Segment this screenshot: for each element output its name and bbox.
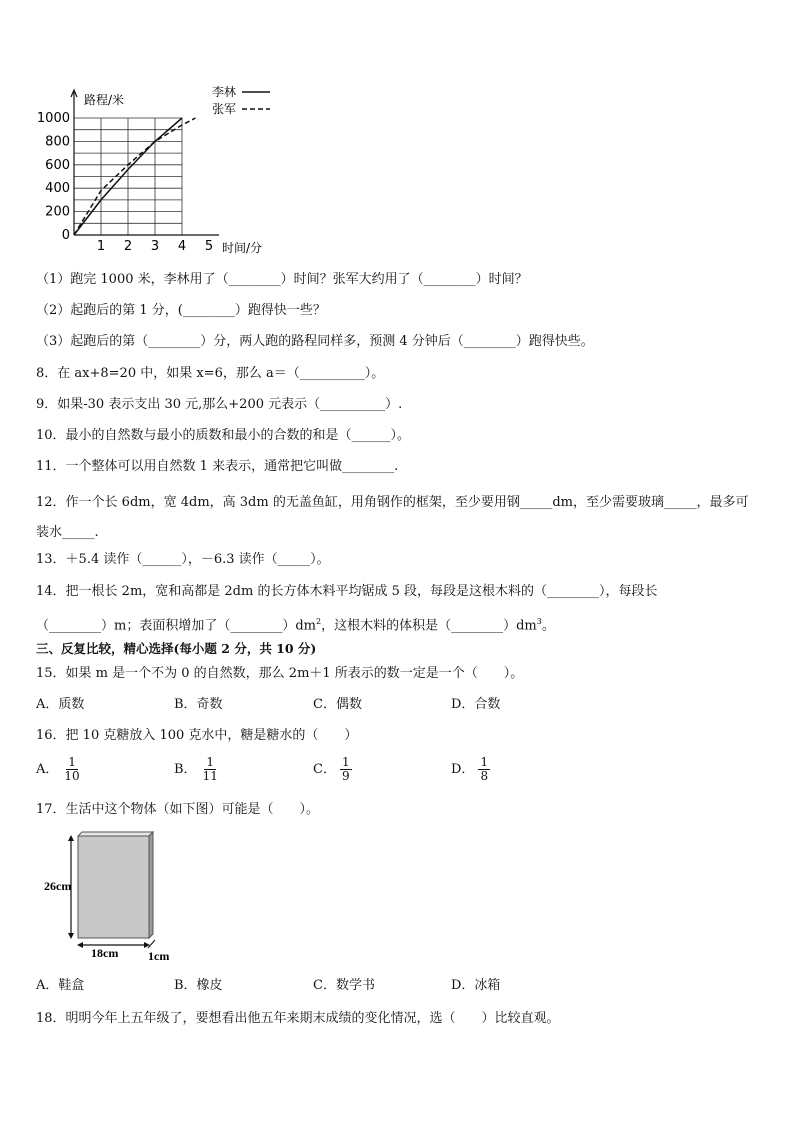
question-14-line-2	[36, 613, 555, 635]
legend-label: 张军	[212, 102, 237, 116]
y-tick-label: 200	[45, 204, 70, 220]
q16-option-a[interactable]	[36, 756, 82, 783]
question-14-line-1: 14．把一根长 2m，宽和高都是 2dm 的长方体木料平均锯成 5 段，每段是这根木料的（________），每段长	[36, 584, 658, 599]
depth-dimension-arrow	[148, 940, 155, 948]
question-7-part-2: （2）起跑后的第 1 分，(________）跑得快一些？	[36, 303, 326, 318]
q15-option-c[interactable]: C．偶数	[313, 697, 362, 712]
numerator: 1	[341, 755, 350, 769]
q14-text-b: ，这根木料的体积是（________）dm	[321, 618, 537, 634]
box-top-face	[78, 832, 153, 836]
q17-option-d[interactable]: D．冰箱	[451, 978, 501, 993]
chart-y-axis-label: 路程/米	[84, 93, 125, 107]
chart-legend	[212, 84, 270, 116]
width-label: 18cm	[91, 946, 119, 960]
y-tick-label: 600	[45, 157, 70, 173]
chart-x-axis-label: 时间/分	[222, 241, 263, 255]
denominator: 10	[64, 769, 80, 783]
q14-text-c: 。	[541, 618, 555, 634]
x-tick-label: 3	[150, 239, 160, 254]
y-tick-label: 0	[61, 228, 70, 243]
question-18: 18．明明今年上五年级了，要想看出他五年来期末成绩的变化情况，选（ ）比较直观。	[36, 1011, 560, 1026]
q17-option-a[interactable]: A．鞋盒	[36, 978, 85, 993]
section-3-heading: 三、反复比较，精心选择(每小题 2 分，共 10 分)	[36, 641, 317, 656]
fraction	[478, 756, 490, 783]
question-12: 12．作一个长 6dm，宽 4dm，高 3dm 的无盖鱼缸，用角钢作的框架，至少要用钢_____dm，至少需要玻璃_____，最多可装水_____.	[36, 495, 749, 540]
fraction	[340, 756, 352, 783]
depth-label: 1cm	[148, 949, 170, 963]
q15-option-a[interactable]: A．质数	[36, 697, 85, 712]
x-tick-label: 2	[123, 239, 133, 254]
numerator: 1	[480, 755, 489, 769]
question-10: 10．最小的自然数与最小的质数和最小的合数的和是（______）。	[36, 428, 411, 443]
q16-option-c[interactable]	[313, 756, 352, 783]
question-13: 13．＋5.4 读作（______），－6.3 读作（_____）。	[36, 552, 330, 567]
q14-text-a: （________）m；表面积增加了（________）dm	[36, 618, 316, 634]
y-tick-label: 800	[45, 134, 70, 150]
question-8: 8．在 ax+8=20 中，如果 x=6，那么 a＝（__________）。	[36, 366, 385, 381]
legend-label: 李林	[212, 85, 237, 99]
numerator: 1	[68, 755, 76, 769]
q15-option-d[interactable]: D．合数	[451, 697, 501, 712]
height-label: 26cm	[44, 879, 72, 893]
x-tick-label: 4	[177, 239, 187, 254]
denominator: 8	[480, 769, 489, 783]
q17-option-c[interactable]: C．数学书	[313, 978, 375, 993]
numerator: 1	[206, 755, 215, 769]
distance-time-chart	[36, 84, 286, 256]
q17-option-b[interactable]: B．橡皮	[174, 978, 223, 993]
question-15: 15．如果 m 是一个不为 0 的自然数，那么 2m＋1 所表示的数一定是一个（ ）。	[36, 666, 524, 681]
fraction	[62, 756, 81, 783]
option-label: A．	[36, 762, 59, 777]
chart-axes	[71, 90, 219, 235]
fraction	[201, 756, 220, 783]
y-tick-label: 400	[45, 181, 70, 197]
x-tick-label: 1	[96, 239, 106, 254]
option-label: C．	[313, 762, 336, 777]
denominator: 11	[202, 769, 218, 783]
x-tick-label: 5	[204, 239, 214, 254]
question-9: 9．如果-30 表示支出 30 元,那么+200 元表示（__________）.	[36, 397, 403, 412]
q16-option-b[interactable]	[174, 756, 220, 783]
y-tick-label: 1000	[36, 111, 70, 126]
question-17: 17．生活中这个物体（如下图）可能是（ ）。	[36, 802, 320, 817]
option-label: D．	[451, 762, 475, 777]
option-label: B．	[174, 762, 197, 777]
box-front-face	[78, 836, 149, 938]
squared-superscript: 2	[315, 617, 322, 626]
cubed-superscript: 3	[536, 617, 542, 626]
question-11: 11．一个整体可以用自然数 1 来表示，通常把它叫做________.	[36, 459, 399, 474]
question-16: 16．把 10 克糖放入 100 克水中，糖是糖水的（ ）	[36, 728, 358, 743]
box-side-face	[149, 832, 153, 938]
q15-option-b[interactable]: B．奇数	[174, 697, 223, 712]
book-dimension-figure	[36, 828, 186, 968]
question-7-part-3: （3）起跑后的第（________）分，两人跑的路程同样多，预测 4 分钟后（________）跑得快些。	[36, 334, 594, 349]
question-7-part-1: （1）跑完 1000 米，李林用了（________）时间？张军大约用了（________）时间？	[36, 272, 528, 287]
chart-tick-labels	[37, 111, 213, 254]
q16-option-d[interactable]	[451, 756, 490, 783]
denominator: 9	[341, 769, 350, 783]
